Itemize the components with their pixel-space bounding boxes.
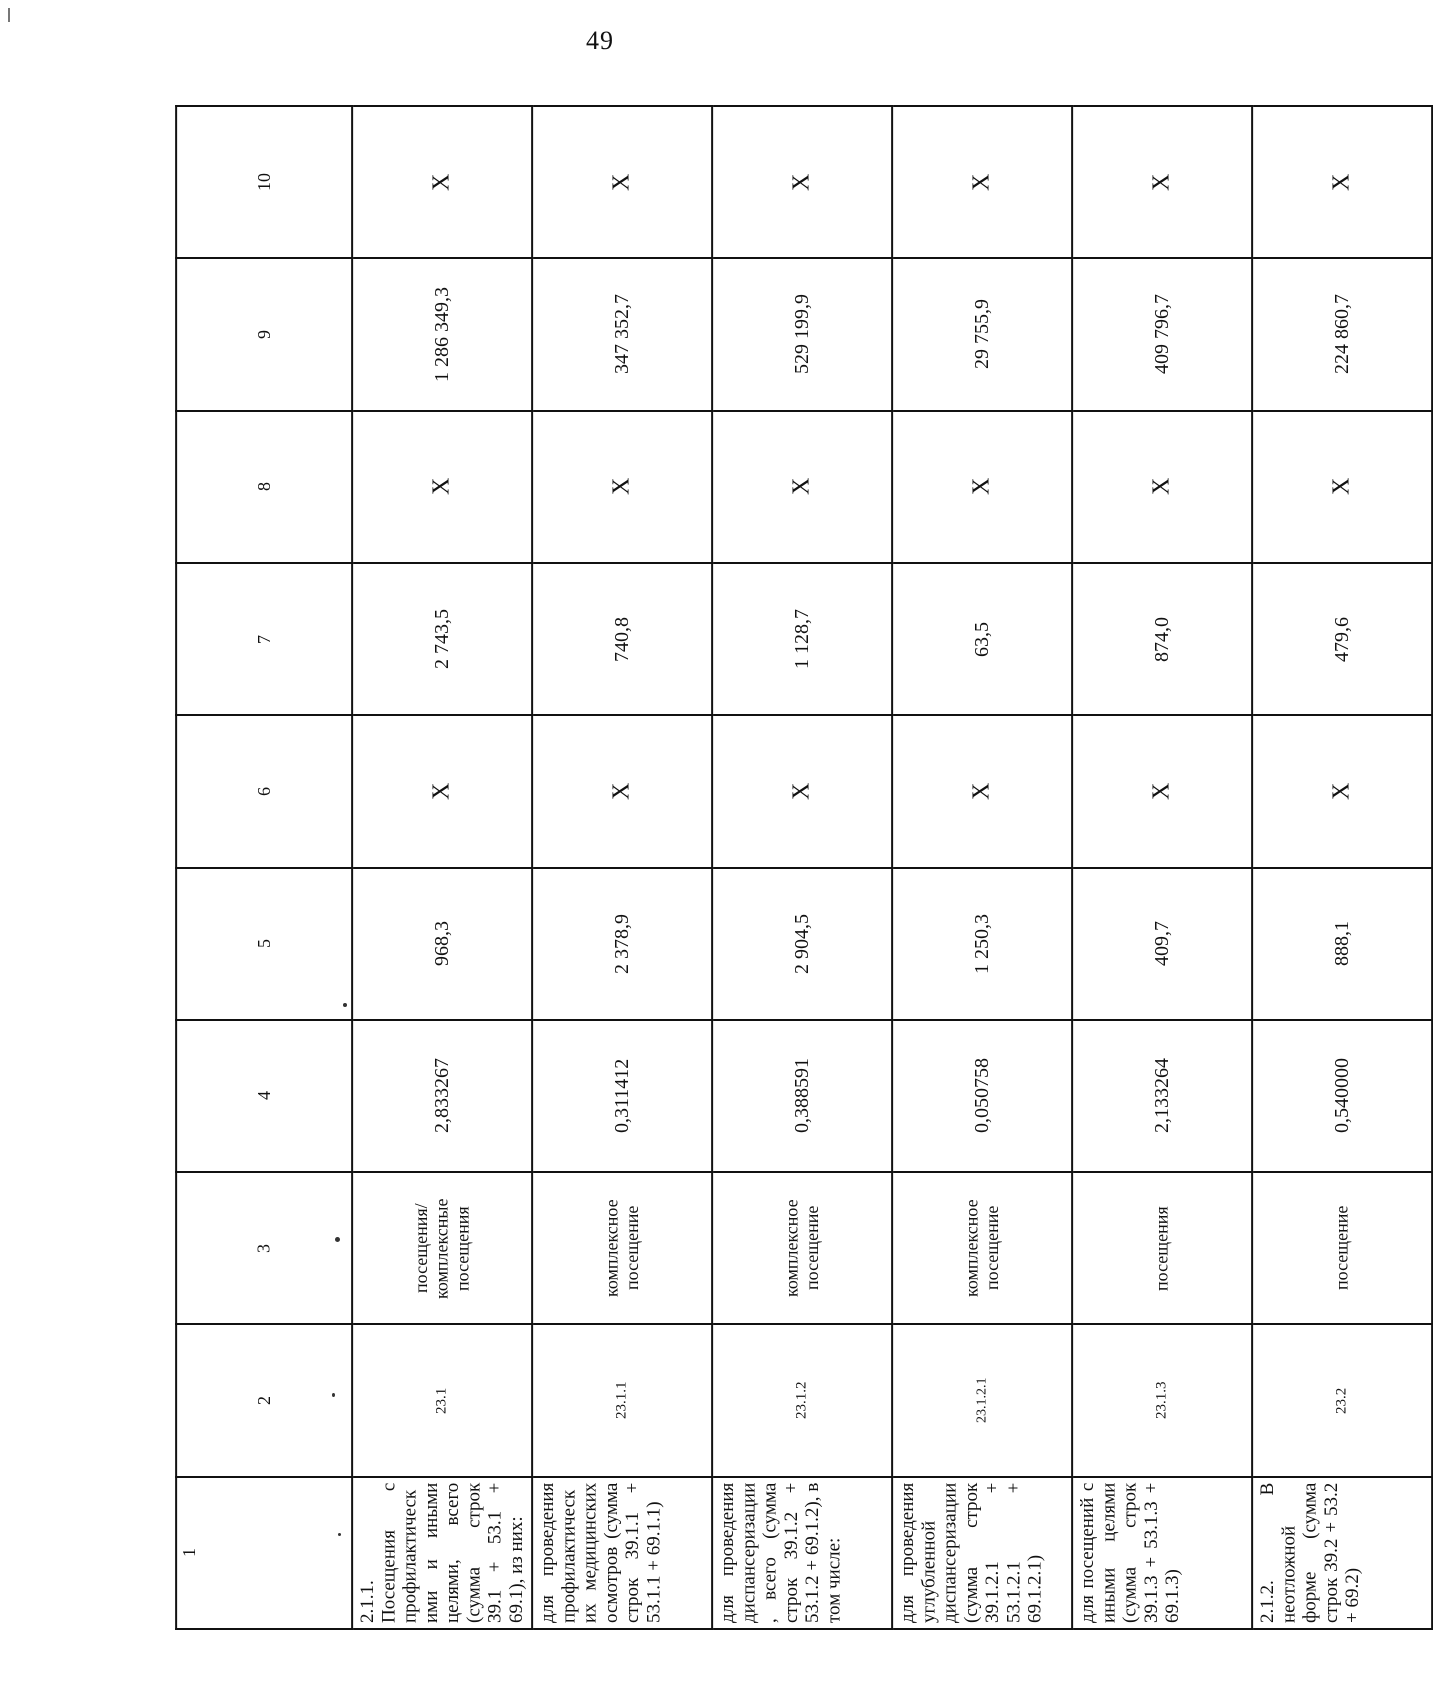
column-numbers-row [176,106,352,1629]
row-col-5: 968,3 [352,868,532,1020]
row-col-10: Х [1072,106,1252,258]
row-code: 23.2 [1252,1324,1432,1476]
row-col-8: Х [532,411,712,563]
table-row-23-1-2 [712,106,892,1629]
report-table [175,105,1433,1630]
row-code: 23.1.2 [712,1324,892,1476]
scan-speck [335,1237,340,1242]
row-name: для проведения диспансеризации, всего (сумма строк 39.1.2 + 53.1.2 + 69.1.2), в том числе: [712,1477,892,1629]
header-col-8: 8 [176,411,352,563]
row-col-6: Х [1072,715,1252,867]
table-row-23-1-3 [1072,106,1252,1629]
header-col-10: 10 [176,106,352,258]
row-unit: комплексное посещение [712,1172,892,1324]
row-col-9: 529 199,9 [712,258,892,410]
row-col-9: 409 796,7 [1072,258,1252,410]
row-unit: посещения [1072,1172,1252,1324]
rotated-table-area [175,105,1364,1630]
scan-speck [338,1533,341,1536]
row-col-7: 874,0 [1072,563,1252,715]
row-code: 23.1 [352,1324,532,1476]
row-col-4: 2,833267 [352,1020,532,1172]
row-unit: посещение [1252,1172,1432,1324]
row-unit: посещения/комплексные посещения [352,1172,532,1324]
scan-edge-mark [8,8,10,22]
table-row-23-1 [352,106,532,1629]
page-number: 49 [586,26,614,55]
header-col-1: 1 [176,1477,352,1629]
row-col-4: 0,388591 [712,1020,892,1172]
row-col-4: 2,133264 [1072,1020,1252,1172]
table-row-23-2 [1252,106,1432,1629]
row-col-7: 63,5 [892,563,1072,715]
row-col-9: 224 860,7 [1252,258,1432,410]
header-col-2: 2 [176,1324,352,1476]
header-col-3: 3 [176,1172,352,1324]
row-col-6: Х [532,715,712,867]
row-col-6: Х [352,715,532,867]
row-col-4: 0,540000 [1252,1020,1432,1172]
scan-speck [343,1003,347,1007]
table-row-23-1-2-1 [892,106,1072,1629]
row-name: для посещений с иными целями (сумма строк 39.1.3 + 53.1.3 + 69.1.3) [1072,1477,1252,1629]
row-col-8: Х [1252,411,1432,563]
row-col-5: 2 378,9 [532,868,712,1020]
row-col-9: 29 755,9 [892,258,1072,410]
row-col-7: 2 743,5 [352,563,532,715]
row-col-8: Х [1072,411,1252,563]
row-col-5: 1 250,3 [892,868,1072,1020]
row-col-4: 0,050758 [892,1020,1072,1172]
row-code: 23.1.2.1 [892,1324,1072,1476]
row-col-7: 479,6 [1252,563,1432,715]
header-col-4: 4 [176,1020,352,1172]
row-col-5: 409,7 [1072,868,1252,1020]
row-col-8: Х [352,411,532,563]
row-unit: комплексное посещение [892,1172,1072,1324]
row-col-6: Х [1252,715,1432,867]
row-col-10: Х [352,106,532,258]
row-unit: комплексное посещение [532,1172,712,1324]
row-col-10: Х [532,106,712,258]
row-col-7: 1 128,7 [712,563,892,715]
row-col-6: Х [712,715,892,867]
row-col-10: Х [1252,106,1432,258]
row-name: для проведения профилактических медицинских осмотров (сумма строк 39.1.1 + 53.1.1 + 69.1.1) [532,1477,712,1629]
row-col-4: 0,311412 [532,1020,712,1172]
row-col-10: Х [712,106,892,258]
row-col-9: 347 352,7 [532,258,712,410]
header-col-5: 5 [176,868,352,1020]
row-col-5: 2 904,5 [712,868,892,1020]
row-col-7: 740,8 [532,563,712,715]
row-name: для проведения углубленной диспансеризации (сумма строк 39.1.2.1 + 53.1.2.1 + 69.1.2.1) [892,1477,1072,1629]
header-col-9: 9 [176,258,352,410]
row-col-10: Х [892,106,1072,258]
row-col-8: Х [892,411,1072,563]
row-col-5: 888,1 [1252,868,1432,1020]
header-col-6: 6 [176,715,352,867]
row-name: 2.1.2. В неотложной форме (сумма строк 39.2 + 53.2 + 69.2) [1252,1477,1432,1629]
scan-speck [332,1393,335,1397]
row-code: 23.1.3 [1072,1324,1252,1476]
row-col-9: 1 286 349,3 [352,258,532,410]
row-col-6: Х [892,715,1072,867]
header-col-7: 7 [176,563,352,715]
row-col-8: Х [712,411,892,563]
row-name: 2.1.1. Посещения с профилактическими и иными целями, всего (сумма строк 39.1 + 53.1 + 69.1), из них: [352,1477,532,1629]
row-code: 23.1.1 [532,1324,712,1476]
table-row-23-1-1 [532,106,712,1629]
